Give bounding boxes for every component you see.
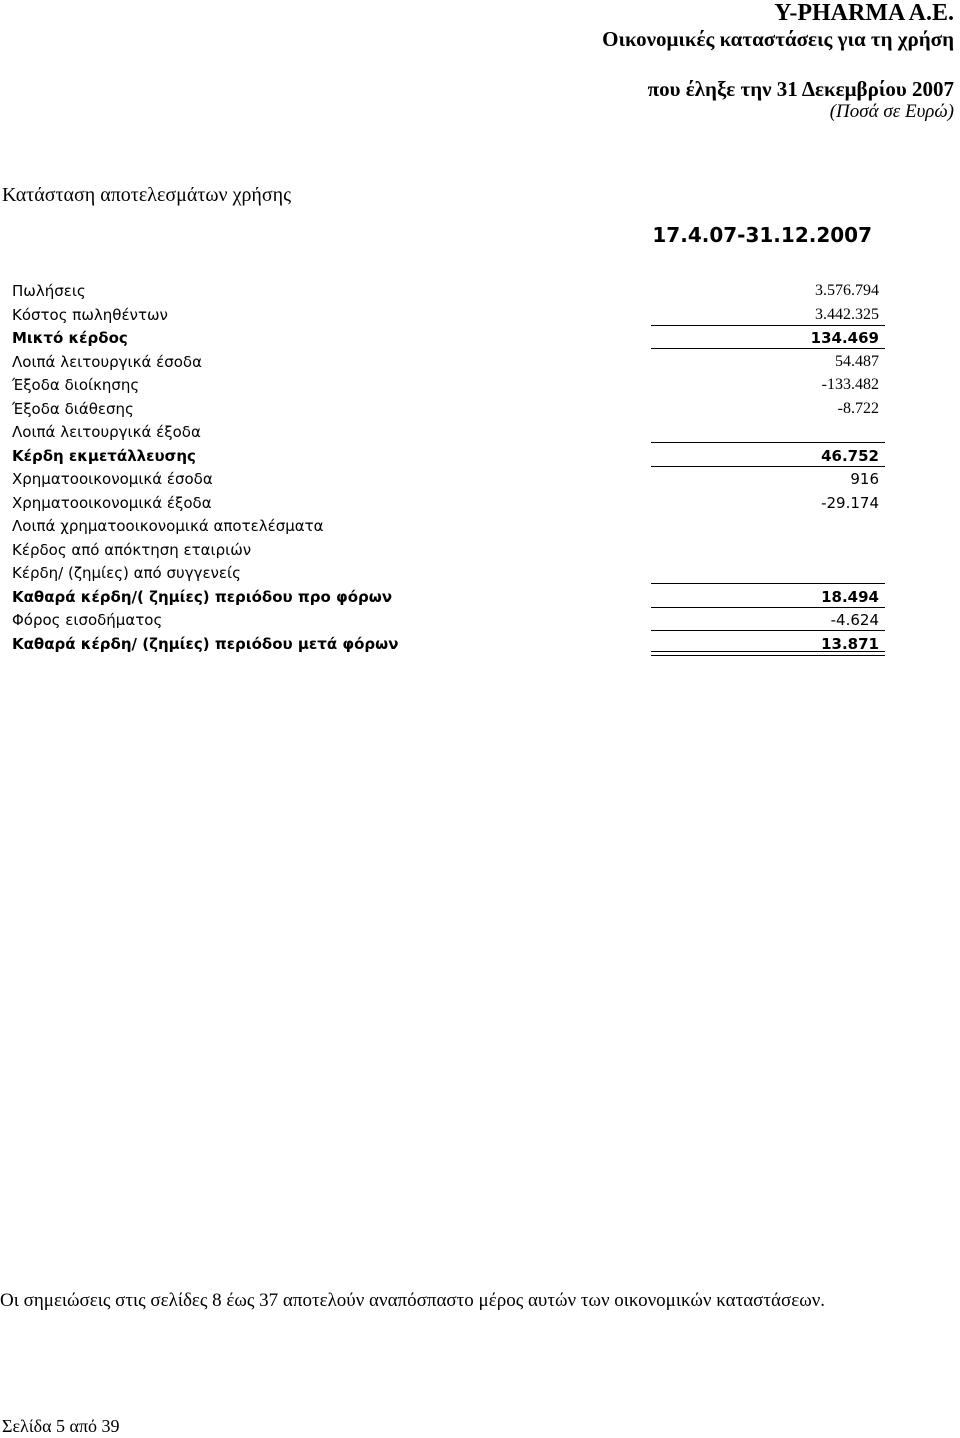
row-amount: 134.469 — [810, 329, 879, 347]
row-administrative-expenses — [0, 374, 960, 398]
report-period: που έληξε την 31 Δεκεμβρίου 2007 — [647, 77, 954, 101]
column-header-period: 17.4.07-31.12.2007 — [652, 223, 872, 247]
subtotal-rule — [651, 607, 885, 608]
row-finance-income — [0, 468, 960, 492]
row-label: Λοιπά χρηματοοικονομικά αποτελέσματα — [12, 517, 324, 535]
subtotal-rule — [651, 348, 885, 349]
row-label: Καθαρά κέρδη/ (ζημίες) περιόδου μετά φόρων — [12, 634, 399, 653]
notes-statement: Οι σημειώσεις στις σελίδες 8 έως 37 αποτελούν αναπόσπαστο μέρος αυτών των οικονομικών καταστάσεων. — [0, 1290, 826, 1311]
row-finance-expenses — [0, 492, 960, 516]
report-subtitle: Οικονομικές καταστάσεις για τη χρήση — [602, 27, 954, 51]
row-amount: 916 — [850, 470, 879, 488]
row-other-finance-results — [0, 515, 960, 539]
subtotal-rule — [651, 442, 885, 443]
row-label: Λοιπά λειτουργικά έσοδα — [12, 352, 202, 371]
row-label: Καθαρά κέρδη/( ζημίες) περιόδου προ φόρων — [12, 587, 393, 606]
row-label: Κέρδη εκμετάλλευσης — [12, 446, 196, 465]
row-other-operating-expenses — [0, 421, 960, 445]
row-sales — [0, 280, 960, 304]
row-label: Πωλήσεις — [12, 282, 86, 300]
row-profit-before-tax — [0, 586, 960, 610]
row-label: Μικτό κέρδος — [12, 329, 128, 347]
row-distribution-expenses — [0, 398, 960, 422]
subtotal-rule — [651, 466, 885, 467]
row-income-tax — [0, 609, 960, 633]
row-amount: 18.494 — [821, 587, 879, 606]
company-name: Y-PHARMA A.E. — [774, 0, 954, 26]
row-amount: 13.871 — [821, 634, 879, 653]
row-gain-on-acquisition — [0, 539, 960, 563]
total-double-rule — [651, 651, 885, 656]
row-label: Φόρος εισοδήματος — [12, 611, 163, 629]
row-label: Έξοδα διάθεσης — [12, 399, 134, 418]
row-associates-result — [0, 562, 960, 586]
row-amount: -133.482 — [821, 376, 879, 393]
row-label: Κόστος πωληθέντων — [12, 305, 168, 324]
row-label: Λοιπά λειτουργικά έξοδα — [12, 423, 201, 441]
subtotal-rule — [651, 630, 885, 631]
row-gross-profit — [0, 327, 960, 351]
row-amount: -29.174 — [821, 493, 879, 512]
subtotal-rule — [651, 325, 885, 326]
row-amount: 3.442.325 — [815, 305, 879, 323]
income-statement — [0, 280, 960, 656]
row-label: Κέρδος από απόκτηση εταιριών — [12, 540, 252, 559]
currency-note: (Ποσά σε Ευρώ) — [829, 101, 954, 122]
row-amount: 54.487 — [835, 352, 879, 370]
row-label: Χρηματοοικονομικά έσοδα — [12, 470, 213, 488]
row-other-operating-income — [0, 351, 960, 375]
row-label: Κέρδη/ (ζημίες) από συγγενείς — [12, 564, 241, 582]
row-amount: -8.722 — [837, 399, 879, 417]
page-number: Σελίδα 5 από 39 — [2, 1416, 120, 1436]
row-amount: 3.576.794 — [815, 282, 879, 299]
row-label: Έξοδα διοίκησης — [12, 376, 140, 394]
subtotal-rule — [651, 583, 885, 584]
row-operating-profit — [0, 445, 960, 469]
row-cost-of-sales — [0, 304, 960, 328]
row-label: Χρηματοοικονομικά έξοδα — [12, 493, 212, 512]
row-amount: 46.752 — [821, 446, 879, 465]
statement-title: Κατάσταση αποτελεσμάτων χρήσης — [2, 184, 292, 206]
row-amount: -4.624 — [830, 611, 879, 629]
